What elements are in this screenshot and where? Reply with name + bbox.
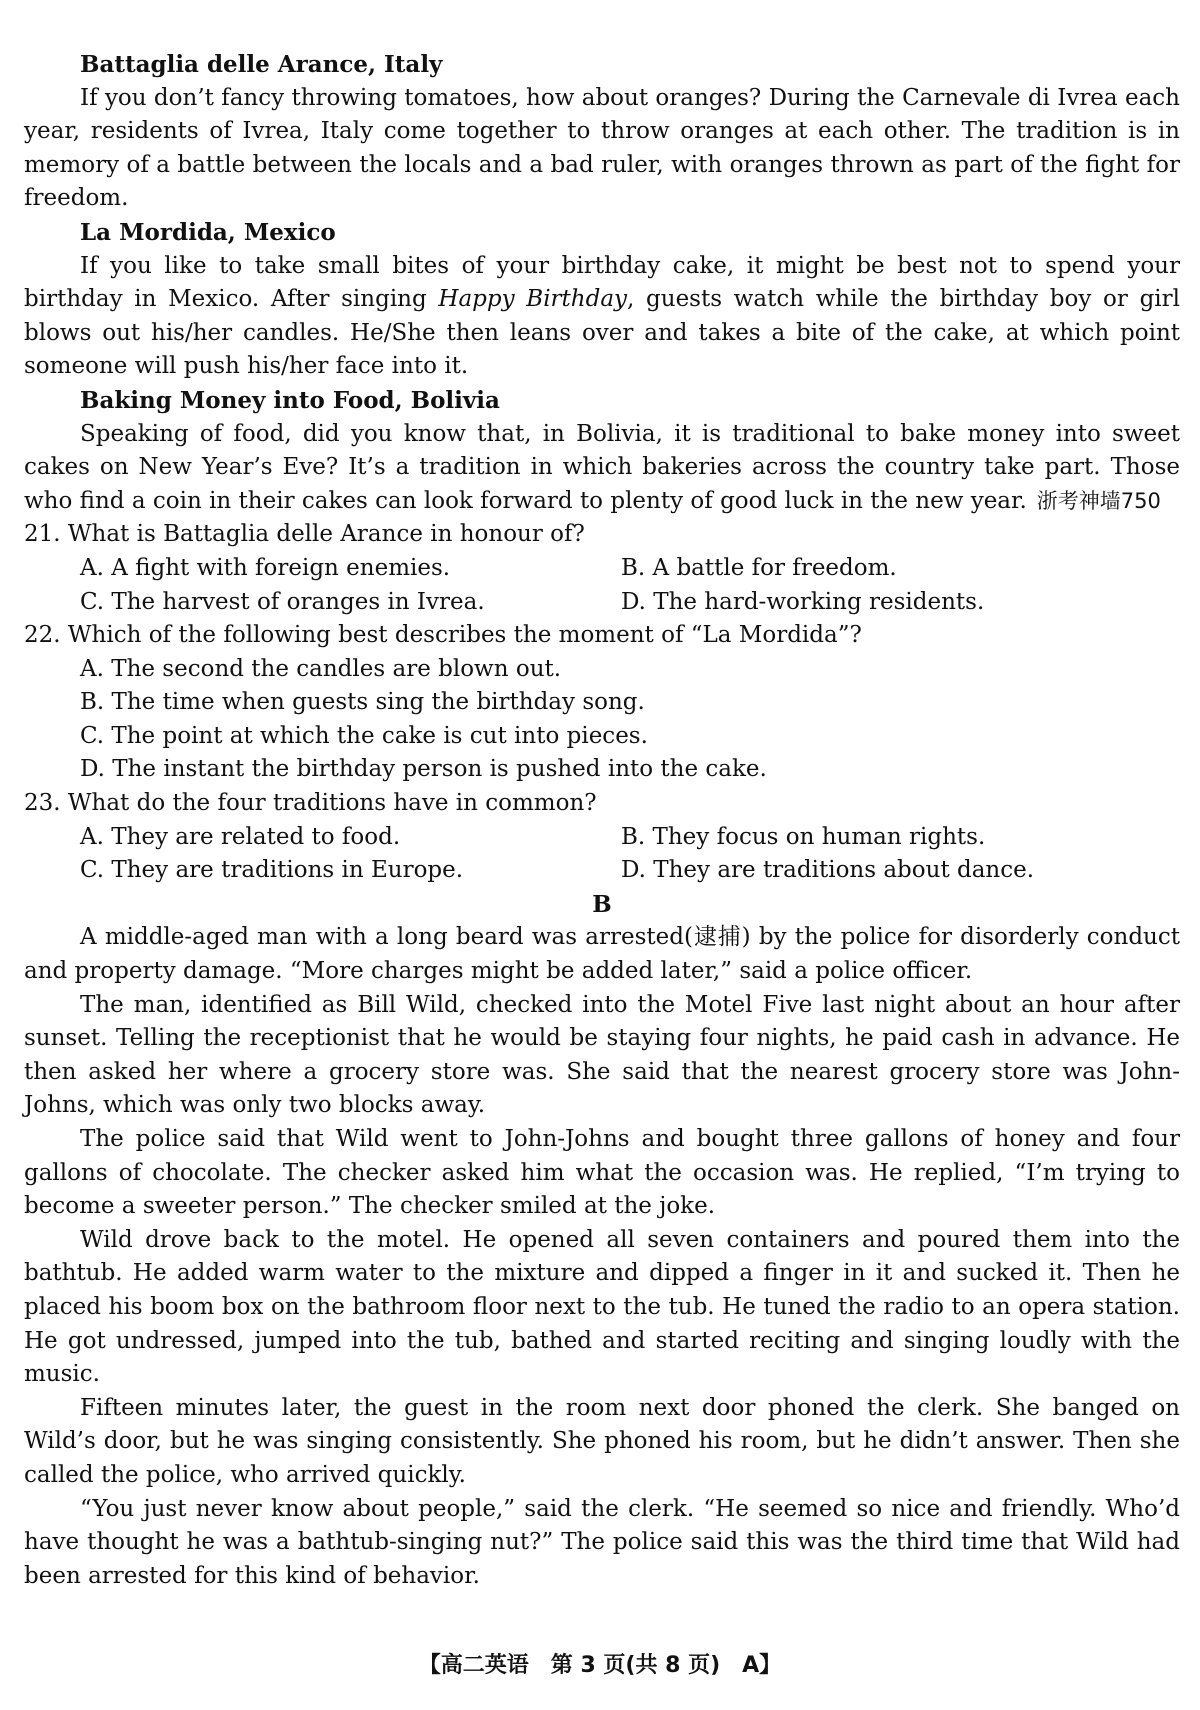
option-d: D. They are traditions about dance.	[621, 857, 1035, 884]
passage-b-paragraph-5: Fifteen minutes later, the guest in the room next door phoned the clerk. She banged on Wild’s door, but he was singing consistently. She phoned his room, but he didn’t answer. Then she called the police, who arrived quickly.	[24, 1394, 1180, 1488]
page-footer: 【高二英语 第 3 页(共 8 页) A】	[418, 1653, 782, 1678]
section-heading-bolivia: Baking Money into Food, Bolivia	[80, 386, 500, 414]
paragraph-bolivia	[24, 418, 1180, 519]
section-heading-mexico: La Mordida, Mexico	[80, 218, 336, 246]
option-d: D. The hard-working residents.	[621, 588, 985, 615]
exam-page	[24, 48, 1180, 1593]
option-c: C. They are traditions in Europe.	[80, 857, 464, 884]
option-row	[24, 586, 1180, 620]
option-a: A. The second the candles are blown out.	[80, 655, 562, 682]
paragraph-mexico-part1: If you like to take small bites of your birthday cake, it might be best not to spend your birthday in Mexico. After singing	[24, 252, 1180, 313]
paragraph-mexico-part2: , guests watch while the birthday boy or girl blows out his/her candles. He/She then leans over and takes a bite of the cake, at which point someone will push his/her face into it.	[24, 286, 1181, 380]
passage-b-paragraph-3: The police said that Wild went to John-Johns and bought three gallons of honey and four gallons of chocolate. The checker asked him what the occasion was. He replied, “I’m trying to become a sweeter person.” The checker smiled at the joke.	[24, 1126, 1180, 1220]
option-row	[24, 552, 1180, 586]
option-a: A. They are related to food.	[80, 823, 401, 850]
question-22	[24, 619, 1180, 787]
paragraph-italy: If you don’t fancy throwing tomatoes, how about oranges? During the Carnevale di Ivrea each year, residents of Ivrea, Italy come together to throw oranges at each other. The tradition is in memory of a battle between the locals and a bad ruler, with oranges thrown as part of the fight for freedom.	[24, 84, 1180, 212]
option-b: B. A battle for freedom.	[621, 554, 897, 581]
option-row	[24, 854, 1180, 888]
section-heading-italy: Battaglia delle Arance, Italy	[80, 51, 443, 78]
option-row	[24, 821, 1180, 855]
passage-b-label: B	[592, 890, 612, 918]
passage-b-paragraph-1: A middle-aged man with a long beard was arrested(逮捕) by the police for disorderly conduct and property damage. “More charges might be added later,” said a police officer.	[24, 924, 1180, 985]
paragraph-bolivia-text: Speaking of food, did you know that, in Bolivia, it is traditional to bake money into sweet cakes on New Year’s Eve? It’s a tradition in which bakeries across the country take part. Those who find a coin in their cakes can look forward to plenty of good luck in the new year.	[24, 420, 1180, 514]
passage-b-paragraph-2: The man, identified as Bill Wild, checked into the Motel Five last night about an hour after sunset. Telling the receptionist that he would be staying four nights, he paid cash in advance. He then asked her where a grocery store was. She said that the nearest grocery store was John-Johns, which was only two blocks away.	[24, 991, 1180, 1119]
option-a: A. A fight with foreign enemies.	[80, 554, 451, 581]
passage-b-paragraph-6: “You just never know about people,” said the clerk. “He seemed so nice and friendly. Who’d have thought he was a bathtub-singing nut?” The police said this was the third time that Wild had been arrested for this kind of behavior.	[24, 1495, 1180, 1589]
song-title: Happy Birthday	[438, 286, 628, 313]
paragraph-mexico	[24, 250, 1180, 384]
option-c: C. The point at which the cake is cut into pieces.	[80, 722, 648, 749]
watermark-text: 浙考神墙750	[1036, 488, 1161, 513]
passage-b-paragraph-4: Wild drove back to the motel. He opened all seven containers and poured them into the bathtub. He added warm water to the mixture and dipped a finger in it and sucked it. Then he placed his boom box on the bathroom floor next to the tub. He tuned the radio to an opera station. He got undressed, jumped into the tub, bathed and started reciting and singing loudly with the music.	[24, 1226, 1180, 1388]
question-21	[24, 518, 1180, 619]
question-stem: 21. What is Battaglia delle Arance in honour of?	[24, 521, 585, 548]
option-b: B. They focus on human rights.	[621, 823, 986, 850]
question-stem: 23. What do the four traditions have in common?	[24, 790, 597, 817]
option-c: C. The harvest of oranges in Ivrea.	[80, 588, 485, 615]
question-23	[24, 787, 1180, 888]
option-d: D. The instant the birthday person is pushed into the cake.	[80, 756, 767, 783]
option-b: B. The time when guests sing the birthday song.	[80, 689, 645, 716]
question-stem: 22. Which of the following best describes the moment of “La Mordida”?	[24, 622, 862, 649]
